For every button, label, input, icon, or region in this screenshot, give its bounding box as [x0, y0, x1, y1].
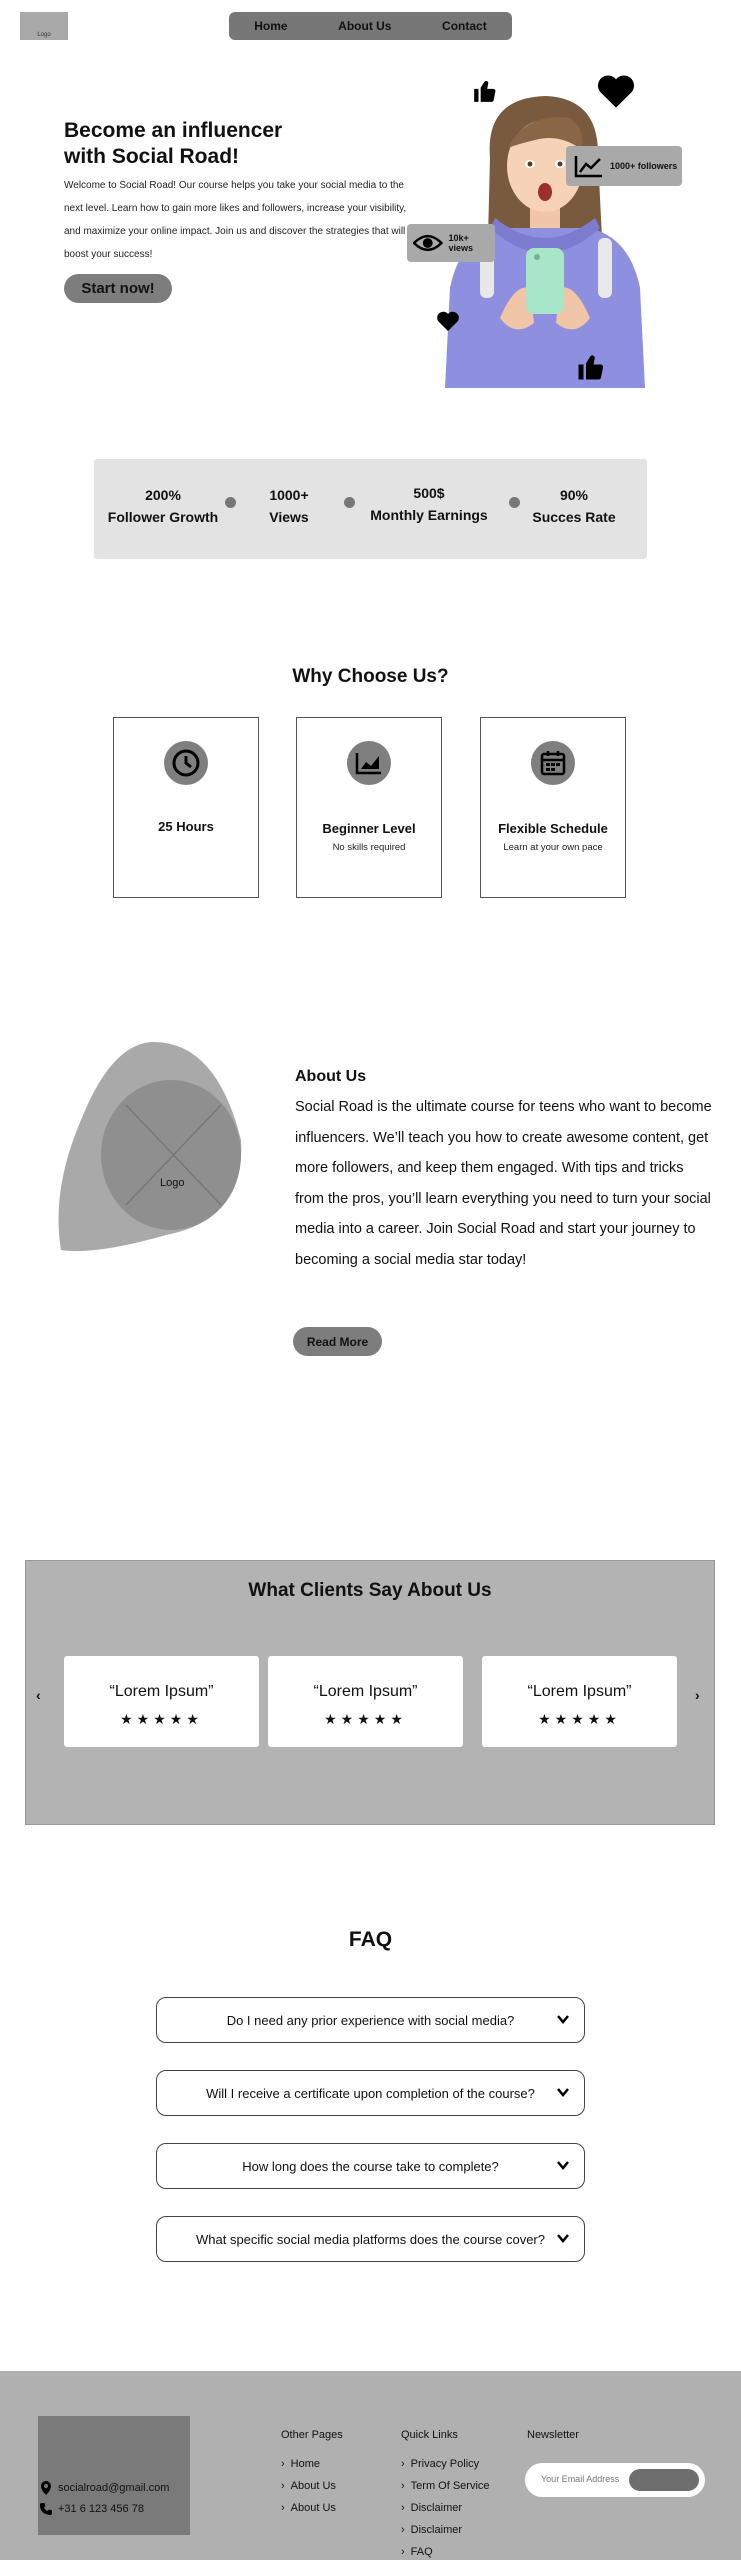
why-card-subtitle: No skills required [332, 842, 406, 853]
footer-link-terms[interactable] [401, 2480, 490, 2492]
chevron-down-icon [556, 2085, 570, 2099]
faq-question: What specific social media platforms does the course cover? [196, 2231, 545, 2247]
footer-link-label: About Us [290, 2480, 336, 2492]
chevron-right-icon: › [401, 2458, 405, 2470]
chevron-left-icon[interactable]: ‹ [36, 1687, 41, 1703]
stat-value: 200% [145, 487, 181, 503]
footer-contact-box [38, 2416, 190, 2535]
newsletter-title: Newsletter [527, 2429, 579, 2441]
hero-title-line2: with Social Road! [64, 145, 240, 168]
newsletter-form [525, 2463, 705, 2497]
thumbs-up-icon [472, 78, 498, 104]
footer-link-label: Disclaimer [410, 2502, 463, 2514]
star-rating: ★★★★★ [324, 1711, 407, 1727]
calendar-icon [531, 741, 575, 785]
heart-icon [596, 72, 636, 110]
chevron-down-icon [556, 2012, 570, 2026]
chevron-right-icon: › [401, 2480, 405, 2492]
read-more-button[interactable]: Read More [293, 1327, 382, 1356]
footer-link-disclaimer[interactable] [401, 2502, 462, 2514]
chevron-down-icon [556, 2158, 570, 2172]
stat-follower-growth [107, 484, 219, 528]
followers-badge-label: 1000+ followers [610, 161, 678, 171]
why-title: Why Choose Us? [292, 666, 449, 687]
testimonial-quote: “Lorem Ipsum” [313, 1683, 418, 1700]
eye-icon [413, 233, 443, 253]
nav-contact[interactable]: Contact [442, 19, 487, 33]
about-logo-label: Logo [160, 1177, 185, 1189]
about-logo-shape [56, 1040, 246, 1260]
followers-badge [566, 146, 682, 186]
nav-about-us[interactable]: About Us [338, 19, 392, 33]
stat-label: Succes Rate [532, 509, 616, 525]
testimonial-card [268, 1656, 463, 1747]
stat-value: 500$ [413, 485, 445, 501]
footer-link-faq[interactable] [401, 2546, 433, 2558]
why-card-hours [113, 717, 259, 898]
footer-link-label: About Us [290, 2502, 336, 2514]
footer-link-home[interactable] [281, 2458, 320, 2470]
footer-link-label: FAQ [410, 2546, 433, 2558]
hero-description: Welcome to Social Road! Our course helps you take your social media to the next level. Learn how to gain more likes and followers, increase your visibility, and maximize your online impact. Join us and discover the strategies that will boost your success! [64, 180, 407, 260]
star-rating: ★★★★★ [120, 1711, 203, 1727]
chevron-right-icon[interactable]: › [695, 1687, 700, 1703]
footer-link-label: Term Of Service [410, 2480, 490, 2492]
stat-label: Follower Growth [107, 509, 219, 525]
footer-link-about[interactable] [281, 2480, 336, 2492]
chevron-right-icon: › [281, 2458, 285, 2470]
newsletter-submit-button[interactable] [629, 2469, 699, 2491]
stat-monthly-earnings [364, 482, 494, 526]
faq-item[interactable] [156, 2216, 585, 2262]
newsletter-email-input[interactable] [539, 2473, 623, 2485]
chevron-down-icon [556, 2231, 570, 2245]
location-pin-icon [40, 2481, 52, 2495]
testimonial-quote: “Lorem Ipsum” [109, 1683, 214, 1700]
footer-email[interactable] [40, 2481, 169, 2495]
stat-separator-dot [344, 497, 355, 508]
faq-item[interactable] [156, 1997, 585, 2043]
faq-question: Do I need any prior experience with social media? [226, 2012, 515, 2028]
testimonial-card [64, 1656, 259, 1747]
faq-item[interactable] [156, 2070, 585, 2116]
footer-link-disclaimer[interactable] [401, 2524, 462, 2536]
faq-title: FAQ [348, 1928, 393, 1951]
faq-item[interactable] [156, 2143, 585, 2189]
why-card-schedule [480, 717, 626, 898]
phone-icon [40, 2503, 52, 2515]
trend-chart-icon [574, 154, 604, 178]
footer-phone-text: +31 6 123 456 78 [58, 2503, 144, 2515]
faq-question: Will I receive a certificate upon completion of the course? [206, 2085, 535, 2101]
footer-link-label: Home [290, 2458, 321, 2470]
why-card-title: Beginner Level [322, 821, 416, 836]
stat-value: 90% [559, 487, 589, 503]
stat-label: Views [269, 509, 309, 525]
testimonial-quote: “Lorem Ipsum” [527, 1683, 632, 1700]
footer-link-label: Disclaimer [410, 2524, 463, 2536]
main-nav [229, 12, 512, 40]
stat-value: 1000+ [269, 487, 309, 503]
hero-title [64, 118, 364, 170]
views-badge [407, 224, 495, 262]
stats-panel [94, 459, 647, 559]
faq-question: How long does the course take to complete? [242, 2158, 499, 2174]
heart-small-icon [436, 310, 460, 332]
views-badge-label: 10k+ views [448, 233, 474, 253]
why-card-title: 25 Hours [158, 819, 214, 834]
stat-views [254, 484, 324, 528]
testimonial-card [482, 1656, 677, 1747]
logo-label: Logo [37, 32, 51, 38]
other-pages-title: Other Pages [281, 2429, 343, 2441]
chevron-right-icon: › [401, 2546, 405, 2558]
chevron-right-icon: › [401, 2502, 405, 2514]
star-rating: ★★★★★ [538, 1711, 621, 1727]
footer-link-privacy[interactable] [401, 2458, 479, 2470]
stat-success-rate [519, 484, 629, 528]
quick-links-title: Quick Links [401, 2429, 458, 2441]
header-logo[interactable] [20, 12, 68, 40]
chevron-right-icon: › [401, 2524, 405, 2536]
footer-link-about[interactable] [281, 2502, 336, 2514]
chevron-right-icon: › [281, 2502, 285, 2514]
nav-home[interactable]: Home [254, 19, 288, 33]
about-title: About Us [295, 1068, 367, 1085]
footer-link-label: Privacy Policy [410, 2458, 480, 2470]
footer-phone[interactable] [40, 2503, 144, 2515]
clock-icon [164, 741, 208, 785]
testimonials-title: What Clients Say About Us [248, 1580, 492, 1601]
why-card-title: Flexible Schedule [498, 821, 608, 836]
why-card-subtitle: Learn at your own pace [503, 842, 603, 853]
start-now-button[interactable]: Start now! [64, 274, 172, 303]
about-text: Social Road is the ultimate course for teens who want to become influencers. We’ll teach you how to create awesome content, get more followers, and keep them engaged. With tips and tricks from the pros, you’ll learn everything you need to turn your social media into a career. Join Social Road and start your journey to becoming a social media star today! [295, 1099, 712, 1268]
hero-title-line1: Become an influencer [64, 119, 283, 142]
stat-label: Monthly Earnings [370, 507, 488, 523]
chart-icon [347, 741, 391, 785]
footer-email-text: socialroad@gmail.com [58, 2482, 170, 2494]
stat-separator-dot [225, 497, 236, 508]
thumbs-up-small-icon [576, 352, 606, 382]
chevron-right-icon: › [281, 2480, 285, 2492]
why-card-level [296, 717, 442, 898]
stat-separator-dot [509, 497, 520, 508]
